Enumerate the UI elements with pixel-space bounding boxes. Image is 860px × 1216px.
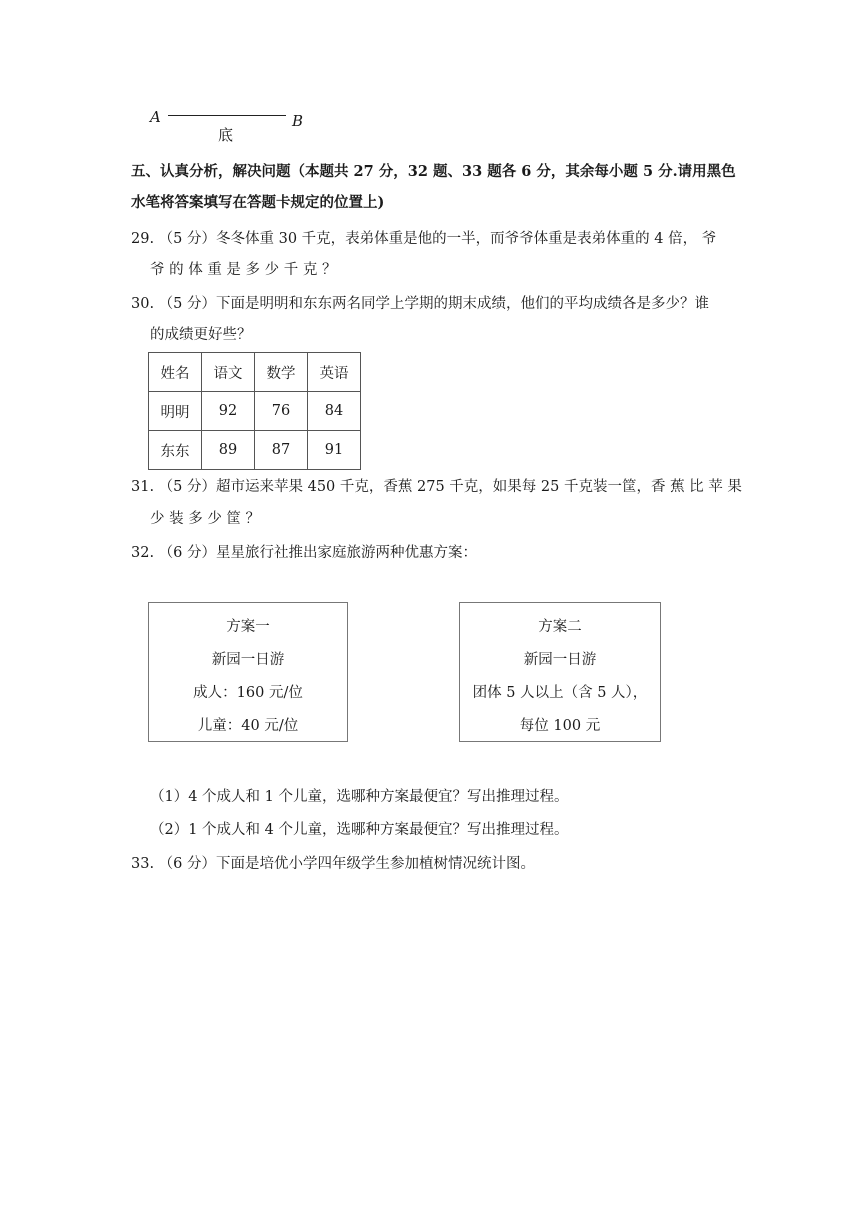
plan-one-title: 方案一 bbox=[226, 619, 270, 635]
q30-line2: 的成绩更好些？ bbox=[150, 327, 252, 343]
table-cell: 84 bbox=[308, 392, 361, 431]
table-cell: 91 bbox=[308, 431, 361, 470]
table-header-row bbox=[149, 353, 361, 392]
q32-line1: 32. （6 分）星星旅行社推出家庭旅游两种优惠方案： bbox=[131, 545, 478, 561]
section-heading-line1: 五、认真分析，解决问题（本题共 27 分，32 题、33 题各 6 分，其余每小题 5 分.请用黑色 bbox=[131, 163, 736, 180]
plan-one-box bbox=[148, 602, 348, 742]
table-header-cell: 数学 bbox=[255, 353, 308, 392]
plan-two-line3: 每位 100 元 bbox=[519, 718, 601, 734]
table-header-cell: 姓名 bbox=[149, 353, 202, 392]
segment-diagram bbox=[150, 104, 320, 144]
plan-one-line1: 新园一日游 bbox=[211, 652, 285, 668]
table-row bbox=[149, 392, 361, 431]
q32-sub1: （1）4 个成人和 1 个儿童，选哪种方案最便宜？写出推理过程。 bbox=[150, 789, 569, 805]
q31-line2: 少 装 多 少 筐 ？ bbox=[150, 511, 261, 527]
q29-line2: 爷 的 体 重 是 多 少 千 克 ？ bbox=[150, 262, 337, 278]
point-b-label: B bbox=[292, 112, 304, 130]
plan-two-box bbox=[459, 602, 661, 742]
plan-one-line2: 成人：160 元/位 bbox=[193, 685, 303, 701]
q32-sub2: （2）1 个成人和 4 个儿童，选哪种方案最便宜？写出推理过程。 bbox=[150, 822, 569, 838]
table-cell: 89 bbox=[202, 431, 255, 470]
q29-line1: 29. （5 分）冬冬体重 30 千克，表弟体重是他的一半，而爷爷体重是表弟体重的 4 倍， 爷 bbox=[131, 231, 717, 247]
q31-line1: 31. （5 分）超市运来苹果 450 千克，香蕉 275 千克，如果每 25 千克装一筐，香 蕉 比 苹 果 bbox=[131, 479, 742, 495]
table-cell: 明明 bbox=[149, 392, 202, 431]
q33-line1: 33. （6 分）下面是培优小学四年级学生参加植树情况统计图。 bbox=[131, 856, 536, 872]
q30-line1: 30. （5 分）下面是明明和东东两名同学上学期的期末成绩，他们的平均成绩各是多少？谁 bbox=[131, 296, 709, 312]
table-header-cell: 语文 bbox=[202, 353, 255, 392]
plan-one-line3: 儿童：40 元/位 bbox=[197, 718, 299, 734]
table-header-cell: 英语 bbox=[308, 353, 361, 392]
table-cell: 东东 bbox=[149, 431, 202, 470]
base-label: 底 bbox=[218, 126, 234, 144]
scores-table bbox=[148, 352, 361, 470]
plan-two-line2: 团体 5 人以上（含 5 人）， bbox=[472, 685, 648, 701]
section-heading-line2: 水笔将答案填写在答题卡规定的位置上) bbox=[131, 194, 385, 211]
table-cell: 87 bbox=[255, 431, 308, 470]
point-a-label: A bbox=[150, 108, 161, 126]
plan-two-line1: 新园一日游 bbox=[523, 652, 597, 668]
table-cell: 76 bbox=[255, 392, 308, 431]
table-row bbox=[149, 431, 361, 470]
table-cell: 92 bbox=[202, 392, 255, 431]
plan-two-title: 方案二 bbox=[538, 619, 582, 635]
base-segment bbox=[168, 115, 286, 116]
